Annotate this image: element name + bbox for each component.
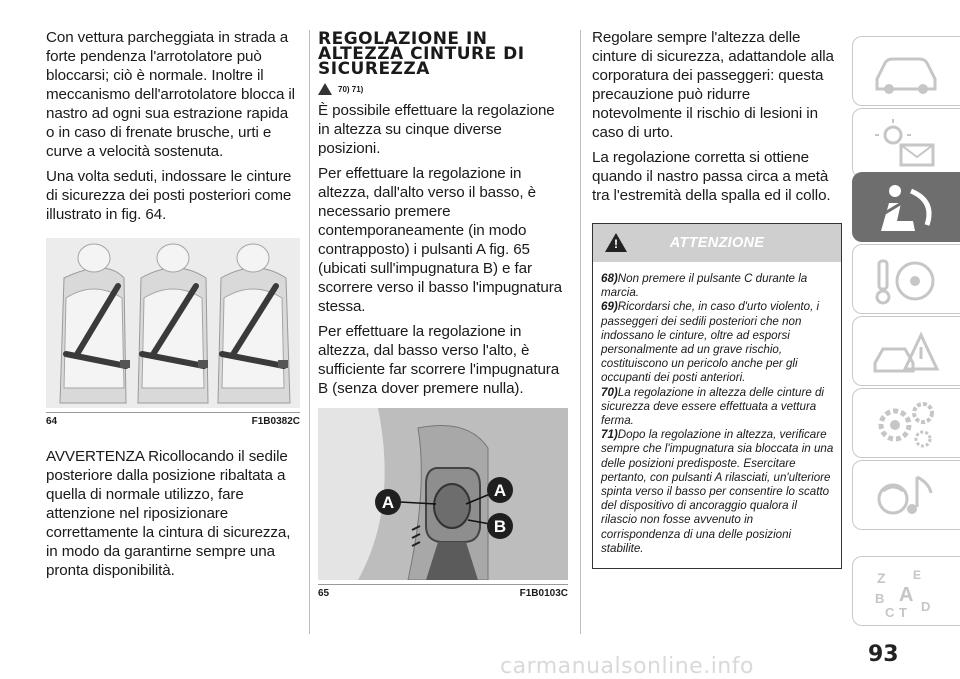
warning-item: 71)Dopo la regolazione in altezza, verificare sempre che l'impugnatura sia bloccata in una delle posizioni predisposte. Esercitare pertanto, con pulsanti A rilasciati, un'ulteriore spinta verso il basso per consentire lo scatto del dispositivo di ancoraggio qualora il rilascio non fosse avvenuto in corrispondenza di una delle posizioni stabilite. (601, 428, 834, 555)
column-divider-2 (580, 30, 581, 634)
warning-triangle-icon (605, 233, 627, 252)
warning-item: 69)Ricordarsi che, in caso d'urto violento, i passeggeri dei sedili posteriori che non indossano le cinture, oltre ad esporsi personalmente ad un grave rischio, costituiscono un pericolo anche per gli occupanti dei posti anteriori. (601, 300, 820, 385)
section-title: REGOLAZIONE IN ALTEZZA CINTURE DI SICUREZZA (318, 29, 525, 79)
column-divider-1 (309, 30, 310, 634)
paragraph-five-positions: È possibile effettuare la regolazione in altezza su cinque diverse posizioni. (318, 102, 555, 157)
svg-text:E: E (913, 568, 922, 582)
figure-number: 65 (318, 588, 330, 599)
label-b: B (493, 517, 507, 536)
car-icon (871, 45, 941, 99)
column-3 (592, 28, 842, 569)
figure-65-caption (318, 584, 568, 599)
warning-title: ATTENZIONE (669, 235, 765, 251)
figure-code: F1B0382C (251, 416, 300, 427)
warning-triangle-icon (318, 83, 332, 95)
paragraph-adjust-down: Per effettuare la regolazione in altezza, dall'alto verso il basso, è necessario premere contemporaneamente (in modo contrapposto) i pulsanti A fig. 65 (ubicati sull'impugnatura B) e far scorrere verso il basso l'impugnatura stessa. (318, 165, 562, 315)
tab-car[interactable] (852, 36, 960, 106)
warning-references (318, 83, 568, 95)
warning-item: 68)Non premere il pulsante C durante la marcia. (601, 272, 808, 300)
svg-text:D: D (921, 599, 931, 614)
svg-text:B: B (875, 591, 885, 606)
paragraph-adjust-up: Per effettuare la regolazione in altezza, dal basso verso l'alto, è sufficiente far scorrere l'impugnatura B (senza dover premere nulla). (318, 323, 560, 397)
warning-box (592, 223, 842, 569)
media-icon (871, 469, 941, 523)
tab-warning-lights[interactable] (852, 108, 960, 178)
page-number: 93 (868, 642, 899, 667)
column-1 (46, 28, 300, 586)
figure-64-caption (46, 412, 300, 427)
height-adjuster-illustration (318, 408, 568, 580)
label-a-right: A (493, 481, 507, 500)
paragraph-fasten-rear: Una volta seduti, indossare le cinture di sicurezza dei posti posteriori come illustrato in fig. 64. (46, 168, 292, 223)
svg-text:C: C (885, 605, 895, 619)
svg-text:A: A (899, 584, 914, 606)
paragraph-warning-note: AVVERTENZA Ricollocando il sedile posteriore dalla posizione ribaltata a quella di normale utilizzo, fare attenzione nel riposizionare correttamente la cintura di sicurezza, in modo da garantirne sempre una pronta disponibilità. (46, 448, 291, 579)
paragraph-adjust-always: Regolare sempre l'altezza delle cinture di sicurezza, adattandole alla corporatura dei passeggeri: questa precauzione può ridurre notevolmente il rischio di lesioni in caso di urto. (592, 29, 834, 141)
tab-multimedia[interactable] (852, 460, 960, 530)
car-crash-icon (871, 325, 941, 379)
paragraph-correct-position: La regolazione corretta si ottiene quando il nastro passa circa a metà tra l'estremità della spalla ed il collo. (592, 149, 831, 204)
key-steering-icon (871, 253, 941, 307)
warning-lights-icon (871, 117, 941, 171)
svg-text:Z: Z (877, 570, 886, 586)
watermark: carmanualsonline.info (500, 654, 754, 679)
warning-body (593, 262, 841, 568)
figure-height-adjuster (318, 408, 568, 580)
paragraph-retractor: Con vettura parcheggiata in strada a forte pendenza l'arrotolatore può bloccarsi; ciò è normale. Inoltre il meccanismo dell'arrotolatore blocca il nastro ad ogni sua estrazione rapida o in caso di frenate brusche, urti e curve a velocità sostenuta. (46, 29, 295, 160)
tab-maintenance[interactable] (852, 388, 960, 458)
figure-number: 64 (46, 416, 58, 427)
label-a-left: A (381, 493, 395, 512)
gears-icon (871, 397, 941, 451)
svg-text:T: T (899, 605, 907, 619)
figure-code: F1B0103C (519, 588, 568, 599)
tab-index[interactable] (852, 556, 960, 626)
reference-numbers: 70) 71) (338, 84, 364, 94)
index-letters-icon (871, 565, 941, 619)
column-2 (318, 28, 568, 619)
airbag-seat-icon (871, 181, 941, 235)
tab-starting-driving[interactable] (852, 244, 960, 314)
figure-rear-seat-belts (46, 238, 300, 408)
tab-emergency[interactable] (852, 316, 960, 386)
rear-seats-illustration (46, 238, 300, 408)
tab-safety[interactable] (852, 172, 960, 242)
warning-header (593, 224, 841, 262)
warning-item: 70)La regolazione in altezza delle cinture di sicurezza deve essere effettuata a vettura ferma. (601, 385, 825, 428)
